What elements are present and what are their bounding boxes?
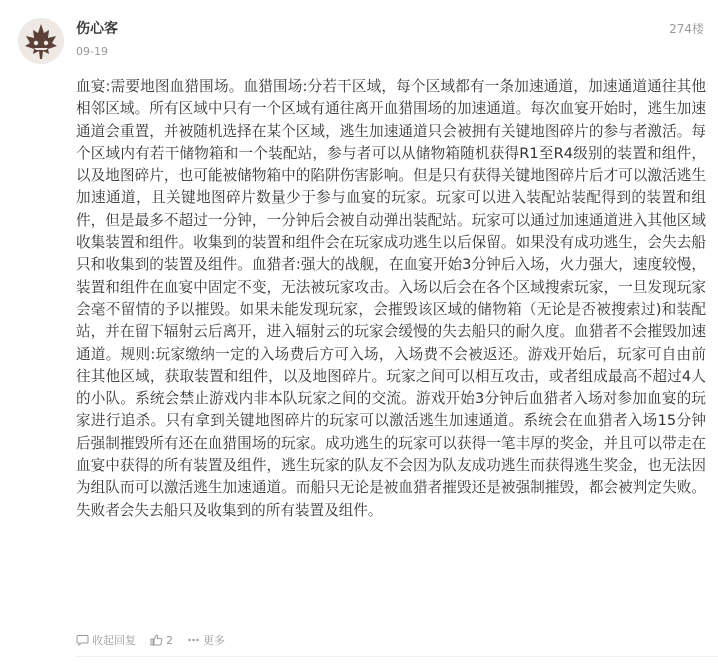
post-date: 09-19	[76, 45, 108, 58]
thumbs-up-icon	[150, 634, 163, 646]
like-button[interactable]	[150, 634, 173, 647]
avatar[interactable]	[18, 18, 64, 64]
more-button[interactable]	[187, 632, 225, 648]
post-content: 血宴:需要地图血猎围场。血猎围场:分若干区域，每个区域都有一条加速通道，加速通道通往其他相邻区域。所有区域中只有一个区域有通往离开血猎围场的加速通道。每次血宴开始时，逃生加速通道会重置，并被随机选择在某个区域，逃生加速通道只会被拥有关键地图碎片的参与者激活。每个区域内有若干储物箱和一个装配站，参与者可以从储物箱随机获得R1至R4级别的装置和组件，以及地图碎片，也可能被储物箱中的陷阱伤害影响。但是只有获得关键地图碎片后才可以激活逃生加速通道，且关键地图碎片数量少于参与血宴的玩家。玩家可以进入装配站装配得到的装置和组件，但是最多不超过一分钟，一分钟后会被自动弹出装配站。玩家可以通过加速通道进入其他区域收集装置和组件。收集到的装置和组件会在玩家成功逃生以后保留。如果没有成功逃生，会失去船只和收集到的装置及组件。血猎者:强大的战舰，在血宴开始3分钟后入场，火力强大，速度较慢，装置和组件在血宴中固定不变，无法被玩家攻击。入场以后会在各个区域搜索玩家，一旦发现玩家会毫不留情的予以摧毁。如果未能发现玩家，会摧毁该区域的储物箱（无论是否被搜索过)和装配站，并在留下辐射云后离开，进入辐射云的玩家会缓慢的失去船只的耐久度。血猎者不会摧毁加速通道。规则:玩家缴纳一定的入场费后方可入场，入场费不会被返还。游戏开始后，玩家可自由前往其他区域，获取装置和组件，以及地图碎片。玩家之间可以相互攻击，或者组成最高不超过4人的小队。系统会禁止游戏内非本队玩家之间的交流。游戏开始3分钟后血猎者入场对参加血宴的玩家进行追杀。只有拿到关键地图碎片的玩家可以激活逃生加速通道。系统会在血猎者入场15分钟后强制摧毁所有还在血猎围场的玩家。成功逃生的玩家可以获得一笔丰厚的奖金，并且可以带走在血宴中获得的所有装置及组件，逃生玩家的队友不会因为队友成功逃生而获得逃生奖金，也无法因为组队而可以激活逃生加速通道。而船只无论是被血猎者摧毁还是被强制摧毁，都会被判定失败。失败者会失去船只及收集到的所有装置及组件。	[76, 78, 706, 519]
collapse-replies-label: 收起回复	[92, 634, 136, 647]
maple-leaf-emblem-icon	[18, 18, 64, 64]
floor-number: 274楼	[669, 22, 704, 36]
divider	[76, 656, 718, 657]
collapse-replies-button[interactable]	[76, 632, 136, 648]
more-label: 更多	[203, 634, 225, 647]
like-count: 2	[166, 633, 173, 647]
reply-actions	[76, 631, 225, 649]
username[interactable]: 伤心客	[76, 21, 118, 37]
more-dots-icon	[187, 634, 200, 646]
comment-icon	[76, 634, 89, 646]
